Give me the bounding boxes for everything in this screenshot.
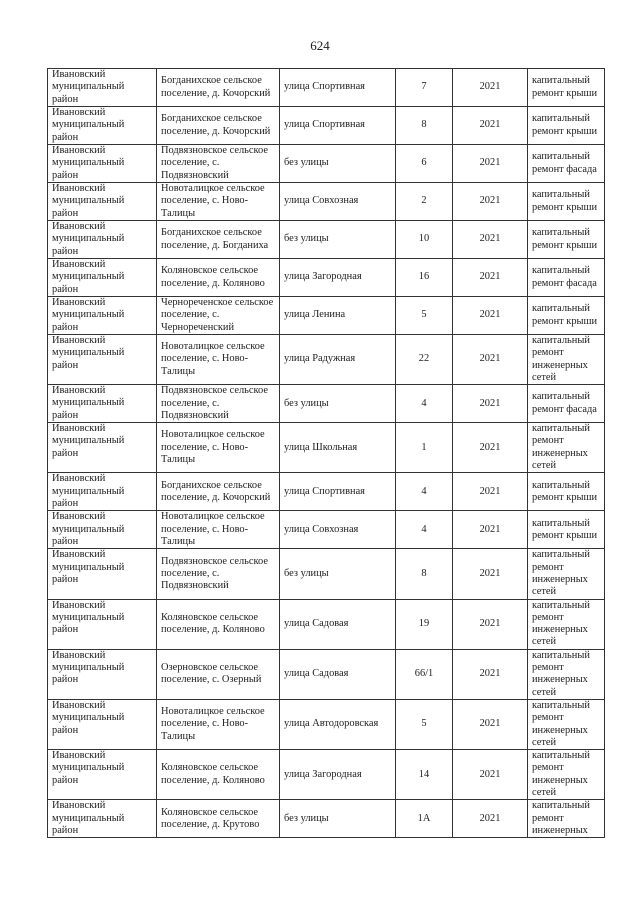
year-cell-text: 2021	[479, 768, 501, 780]
year-cell-text: 2021	[479, 485, 501, 497]
work-type-cell-text: капитальный ремонт инженерных сетей	[532, 335, 590, 383]
year-cell	[453, 473, 528, 511]
settlement-cell	[157, 259, 280, 297]
year-cell-text: 2021	[479, 309, 501, 321]
district-cell-text: Ивановский муниципальный район	[52, 423, 125, 459]
settlement-cell	[157, 183, 280, 221]
street-cell	[280, 800, 396, 838]
table-row	[48, 699, 605, 749]
street-cell-text: без улицы	[284, 233, 329, 245]
page-number: 624	[310, 38, 330, 53]
table-row	[48, 221, 605, 259]
house-number-cell-text: 14	[418, 768, 430, 780]
settlement-cell-text: Чернореченское сельское поселение, с. Чернореченский	[161, 297, 274, 333]
year-cell-text: 2021	[479, 119, 501, 131]
house-number-cell	[396, 385, 453, 423]
work-type-cell-text: капитальный ремонт крыши	[532, 189, 598, 213]
district-cell-text: Ивановский муниципальный район	[52, 183, 125, 219]
table-row	[48, 473, 605, 511]
street-cell-text: улица Спортивная	[284, 119, 365, 131]
work-type-cell	[528, 69, 605, 107]
settlement-cell	[157, 297, 280, 335]
year-cell	[453, 599, 528, 649]
district-cell-text: Ивановский муниципальный район	[52, 297, 125, 333]
house-number-cell-text: 2	[421, 195, 427, 207]
work-type-cell-text: капитальный ремонт инженерных сетей	[532, 750, 590, 799]
street-cell	[280, 423, 396, 473]
district-cell	[48, 473, 157, 511]
work-type-cell-text: капитальный ремонт инженерных сетей	[532, 599, 590, 648]
district-cell	[48, 511, 157, 549]
district-cell	[48, 649, 157, 699]
house-number-cell	[396, 335, 453, 385]
work-type-cell	[528, 599, 605, 649]
street-cell-text: улица Загородная	[284, 768, 362, 780]
street-cell-text: улица Спортивная	[284, 81, 365, 93]
house-number-cell-text: 66/1	[414, 668, 434, 680]
street-cell	[280, 385, 396, 423]
district-cell-text: Ивановский муниципальный район	[52, 69, 125, 105]
district-cell-text: Ивановский муниципальный район	[52, 107, 125, 143]
settlement-cell-text: Богданихское сельское поселение, д. Богданиха	[161, 227, 269, 251]
house-number-cell-text: 5	[421, 718, 427, 730]
year-cell	[453, 183, 528, 221]
house-number-cell	[396, 297, 453, 335]
year-cell-text: 2021	[479, 397, 501, 409]
settlement-cell	[157, 145, 280, 183]
work-type-cell	[528, 511, 605, 549]
street-cell-text: улица Садовая	[284, 618, 349, 629]
work-type-cell-text: капитальный ремонт крыши	[532, 227, 598, 251]
work-type-cell	[528, 259, 605, 297]
year-cell	[453, 145, 528, 183]
district-cell	[48, 183, 157, 221]
settlement-cell	[157, 221, 280, 259]
year-cell	[453, 107, 528, 145]
table-row	[48, 183, 605, 221]
table-row	[48, 385, 605, 423]
work-type-cell	[528, 297, 605, 335]
year-cell-text: 2021	[479, 618, 501, 629]
street-cell	[280, 145, 396, 183]
street-cell-text: улица Загородная	[284, 271, 362, 283]
district-cell-text: Ивановский муниципальный район	[52, 511, 125, 547]
work-type-cell	[528, 800, 605, 838]
year-cell-text: 2021	[479, 718, 501, 730]
work-type-cell	[528, 473, 605, 511]
year-cell	[453, 699, 528, 749]
street-cell-text: улица Садовая	[284, 668, 349, 680]
settlement-cell-text: Озерновское сельское поселение, с. Озерный	[161, 662, 262, 686]
street-cell	[280, 511, 396, 549]
street-cell-text: улица Школьная	[284, 441, 358, 453]
work-type-cell-text: капитальный ремонт инженерных сетей	[532, 649, 590, 698]
district-cell	[48, 599, 157, 649]
house-number-cell-text: 4	[421, 397, 427, 409]
street-cell	[280, 221, 396, 259]
work-type-cell-text: капитальный ремонт крыши	[532, 303, 598, 327]
settlement-cell-text: Подвязновское сельское поселение, с. Подвязновский	[161, 145, 268, 181]
settlement-cell-text: Новоталицкое сельское поселение, с. Ново-Талицы	[161, 706, 265, 742]
year-cell-text: 2021	[479, 523, 501, 535]
street-cell	[280, 297, 396, 335]
table-row	[48, 549, 605, 599]
house-number-cell	[396, 423, 453, 473]
house-number-cell-text: 5	[421, 309, 427, 321]
settlement-cell	[157, 549, 280, 599]
year-cell	[453, 511, 528, 549]
year-cell-text: 2021	[479, 441, 501, 453]
house-number-cell-text: 19	[418, 618, 430, 629]
street-cell-text: улица Совхозная	[284, 523, 359, 535]
house-number-cell	[396, 649, 453, 699]
house-number-cell-text: 1	[421, 441, 427, 453]
district-cell-text: Ивановский муниципальный район	[52, 800, 125, 836]
district-cell-text: Ивановский муниципальный район	[52, 750, 125, 786]
work-type-cell	[528, 145, 605, 183]
year-cell	[453, 385, 528, 423]
district-cell-text: Ивановский муниципальный район	[52, 221, 125, 257]
district-cell-text: Ивановский муниципальный район	[52, 649, 125, 686]
work-type-cell	[528, 385, 605, 423]
year-cell-text: 2021	[479, 157, 501, 169]
house-number-cell	[396, 183, 453, 221]
district-cell	[48, 69, 157, 107]
settlement-cell	[157, 699, 280, 749]
district-cell-text: Ивановский муниципальный район	[52, 385, 125, 421]
district-cell	[48, 259, 157, 297]
district-cell-text: Ивановский муниципальный район	[52, 145, 125, 181]
year-cell	[453, 335, 528, 385]
house-number-cell	[396, 599, 453, 649]
district-cell	[48, 800, 157, 838]
year-cell	[453, 297, 528, 335]
settlement-cell	[157, 69, 280, 107]
table-row	[48, 69, 605, 107]
work-type-cell	[528, 221, 605, 259]
settlement-cell-text: Коляновское сельское поселение, д. Крутово	[161, 806, 260, 830]
repair-schedule-table	[47, 68, 605, 838]
table-row	[48, 423, 605, 473]
table-row	[48, 599, 605, 649]
year-cell-text: 2021	[479, 233, 501, 245]
district-cell-text: Ивановский муниципальный район	[52, 259, 125, 295]
district-cell-text: Ивановский муниципальный район	[52, 699, 125, 736]
district-cell	[48, 549, 157, 599]
settlement-cell-text: Подвязновское сельское поселение, с. Подвязновский	[161, 385, 268, 421]
district-cell	[48, 423, 157, 473]
street-cell-text: без улицы	[284, 157, 329, 169]
street-cell-text: без улицы	[284, 397, 329, 409]
house-number-cell	[396, 107, 453, 145]
house-number-cell-text: 8	[421, 567, 427, 579]
street-cell	[280, 750, 396, 800]
work-type-cell-text: капитальный ремонт фасада	[532, 151, 597, 175]
year-cell	[453, 423, 528, 473]
year-cell-text: 2021	[479, 271, 501, 283]
house-number-cell-text: 10	[418, 233, 430, 245]
house-number-cell-text: 1А	[417, 812, 431, 824]
table-row	[48, 107, 605, 145]
table-row	[48, 297, 605, 335]
house-number-cell	[396, 259, 453, 297]
street-cell	[280, 699, 396, 749]
house-number-cell	[396, 69, 453, 107]
street-cell	[280, 649, 396, 699]
settlement-cell	[157, 107, 280, 145]
year-cell-text: 2021	[479, 353, 501, 365]
settlement-cell-text: Новоталицкое сельское поселение, с. Ново-Талицы	[161, 183, 265, 219]
house-number-cell-text: 8	[421, 119, 427, 131]
settlement-cell-text: Новоталицкое сельское поселение, с. Ново-Талицы	[161, 511, 265, 548]
settlement-cell	[157, 385, 280, 423]
street-cell	[280, 335, 396, 385]
settlement-cell	[157, 473, 280, 511]
settlement-cell-text: Богданихское сельское поселение, д. Кочорский	[161, 75, 271, 99]
street-cell-text: улица Спортивная	[284, 485, 365, 497]
table-row	[48, 335, 605, 385]
district-cell	[48, 335, 157, 385]
street-cell-text: улица Автодоровская	[284, 718, 379, 730]
work-type-cell-text: капитальный ремонт крыши	[532, 479, 598, 503]
house-number-cell	[396, 221, 453, 259]
house-number-cell-text: 7	[421, 81, 427, 93]
work-type-cell-text: капитальный ремонт инженерных сетей	[532, 549, 590, 598]
year-cell-text: 2021	[479, 668, 501, 680]
year-cell	[453, 649, 528, 699]
street-cell-text: улица Ленина	[284, 309, 346, 321]
work-type-cell-text: капитальный ремонт фасада	[532, 391, 597, 415]
street-cell-text: улица Радужная	[284, 353, 356, 365]
house-number-cell-text: 4	[421, 485, 427, 497]
house-number-cell	[396, 549, 453, 599]
house-number-cell	[396, 699, 453, 749]
table-row	[48, 800, 605, 838]
street-cell	[280, 473, 396, 511]
district-cell	[48, 385, 157, 423]
work-type-cell-text: капитальный ремонт инженерных сетей	[532, 699, 590, 748]
year-cell-text: 2021	[479, 81, 501, 93]
street-cell	[280, 549, 396, 599]
district-cell	[48, 107, 157, 145]
settlement-cell	[157, 750, 280, 800]
table-row	[48, 511, 605, 549]
house-number-cell-text: 22	[418, 353, 430, 365]
settlement-cell	[157, 599, 280, 649]
settlement-cell-text: Богданихское сельское поселение, д. Кочорский	[161, 113, 271, 137]
settlement-cell	[157, 800, 280, 838]
district-cell	[48, 221, 157, 259]
year-cell-text: 2021	[479, 567, 501, 579]
work-type-cell-text: капитальный ремонт крыши	[532, 517, 598, 541]
table-row	[48, 649, 605, 699]
district-cell-text: Ивановский муниципальный район	[52, 473, 125, 509]
house-number-cell	[396, 145, 453, 183]
settlement-cell-text: Коляновское сельское поселение, д. Коляново	[161, 611, 265, 636]
street-cell	[280, 259, 396, 297]
work-type-cell	[528, 183, 605, 221]
work-type-cell	[528, 649, 605, 699]
settlement-cell-text: Подвязновское сельское поселение, с. Подвязновский	[161, 555, 268, 592]
settlement-cell	[157, 649, 280, 699]
work-type-cell	[528, 107, 605, 145]
work-type-cell	[528, 699, 605, 749]
settlement-cell-text: Коляновское сельское поселение, д. Коляново	[161, 265, 265, 289]
district-cell-text: Ивановский муниципальный район	[52, 599, 125, 636]
street-cell-text: без улицы	[284, 567, 329, 579]
settlement-cell-text: Коляновское сельское поселение, д. Коляново	[161, 762, 265, 786]
house-number-cell-text: 6	[421, 157, 427, 169]
year-cell	[453, 800, 528, 838]
work-type-cell-text: капитальный ремонт инженерных сетей	[532, 423, 590, 472]
settlement-cell-text: Богданихское сельское поселение, д. Кочорский	[161, 479, 271, 503]
work-type-cell	[528, 335, 605, 385]
year-cell	[453, 549, 528, 599]
table-row	[48, 145, 605, 183]
street-cell-text: улица Совхозная	[284, 195, 359, 207]
district-cell-text: Ивановский муниципальный район	[52, 549, 125, 585]
street-cell	[280, 69, 396, 107]
street-cell	[280, 599, 396, 649]
district-cell-text: Ивановский муниципальный район	[52, 335, 125, 371]
settlement-cell	[157, 511, 280, 549]
house-number-cell	[396, 750, 453, 800]
work-type-cell	[528, 549, 605, 599]
year-cell	[453, 750, 528, 800]
house-number-cell-text: 4	[421, 523, 427, 535]
work-type-cell	[528, 750, 605, 800]
year-cell-text: 2021	[479, 812, 501, 824]
year-cell	[453, 69, 528, 107]
house-number-cell	[396, 473, 453, 511]
district-cell	[48, 750, 157, 800]
district-cell	[48, 699, 157, 749]
street-cell	[280, 107, 396, 145]
street-cell-text: без улицы	[284, 812, 329, 824]
work-type-cell-text: капитальный ремонт инженерных	[532, 800, 590, 836]
year-cell-text: 2021	[479, 195, 501, 207]
settlement-cell	[157, 423, 280, 473]
settlement-cell	[157, 335, 280, 385]
work-type-cell-text: капитальный ремонт фасада	[532, 265, 597, 289]
house-number-cell	[396, 511, 453, 549]
work-type-cell-text: капитальный ремонт крыши	[532, 113, 598, 137]
house-number-cell	[396, 800, 453, 838]
street-cell	[280, 183, 396, 221]
settlement-cell-text: Новоталицкое сельское поселение, с. Ново-Талицы	[161, 429, 265, 465]
work-type-cell-text: капитальный ремонт крыши	[532, 75, 598, 99]
settlement-cell-text: Новоталицкое сельское поселение, с. Ново-Талицы	[161, 341, 265, 377]
year-cell	[453, 259, 528, 297]
work-type-cell	[528, 423, 605, 473]
district-cell	[48, 297, 157, 335]
house-number-cell-text: 16	[418, 271, 430, 283]
table-row	[48, 750, 605, 800]
table-row	[48, 259, 605, 297]
district-cell	[48, 145, 157, 183]
year-cell	[453, 221, 528, 259]
